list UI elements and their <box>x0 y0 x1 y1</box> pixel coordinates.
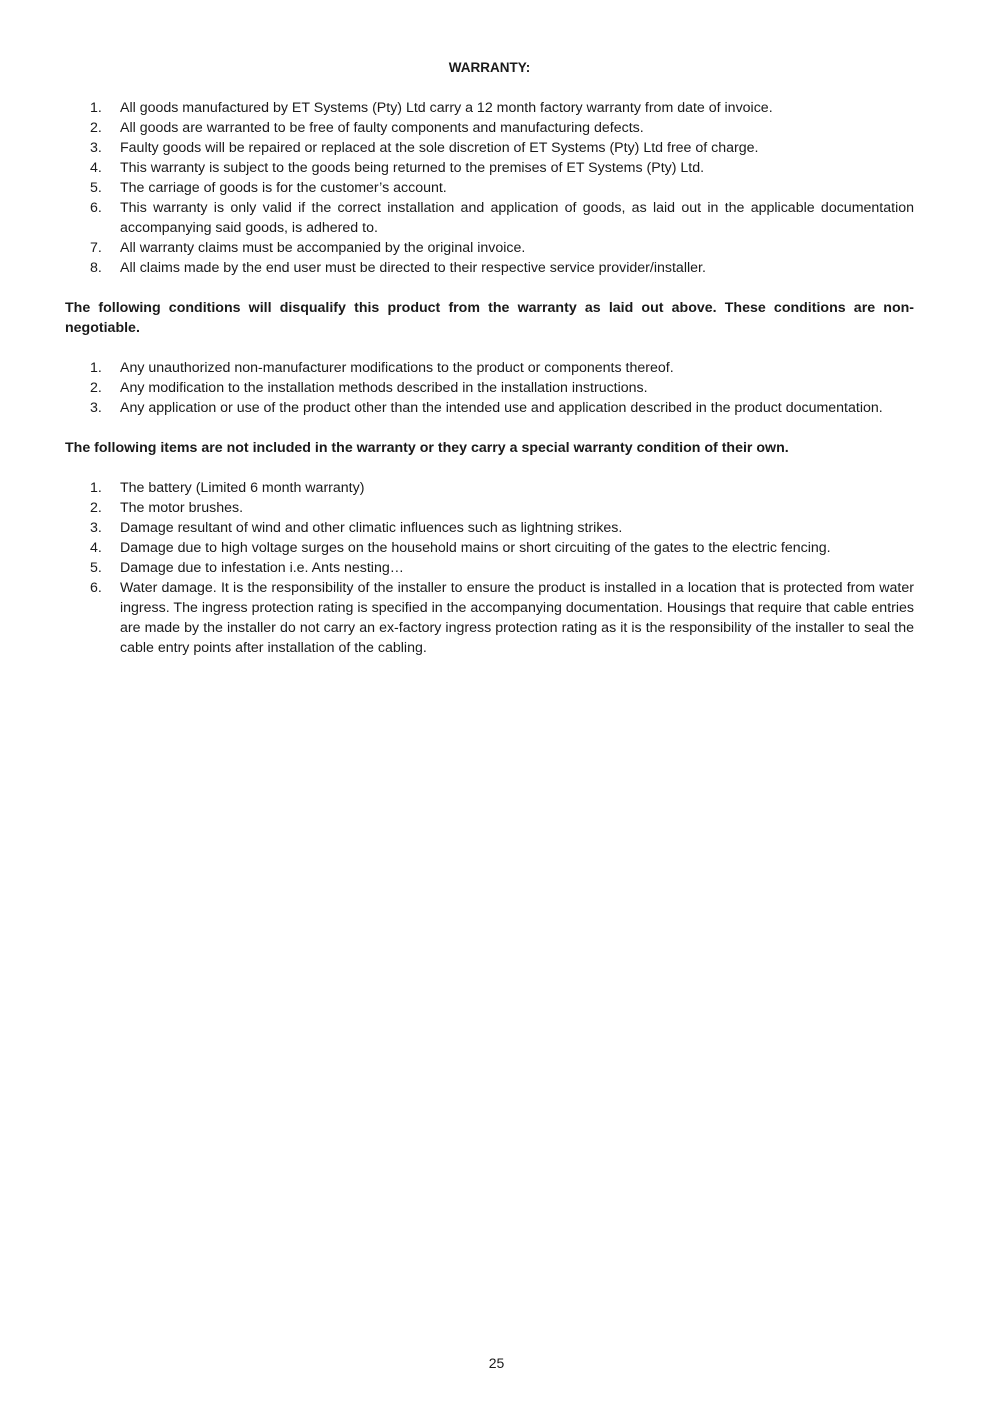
list-item-number: 3. <box>90 400 102 416</box>
list-item-text: Any application or use of the product other than the intended use and application described in the product documentation. <box>120 400 883 416</box>
list-item-number: 1. <box>90 360 102 376</box>
list-item-text: The battery (Limited 6 month warranty) <box>120 480 365 496</box>
list-item-number: 4. <box>90 540 102 556</box>
excluded-list <box>65 478 914 658</box>
list-item <box>65 478 914 498</box>
list-item <box>65 378 914 398</box>
list-item-text: Damage due to high voltage surges on the household mains or short circuiting of the gates to the electric fencing. <box>120 540 831 556</box>
excluded-heading: The following items are not included in the warranty or they carry a special warranty condition of their own. <box>65 440 789 456</box>
list-item-number: 6. <box>90 200 102 216</box>
list-item-number: 6. <box>90 580 102 596</box>
list-item-text: Water damage. It is the responsibility of the installer to ensure the product is installed in a location that is protected from water ingress. The ingress protection rating is specified in the accompanying documentation. Housings that require that cable entries are made by the installer do not carry an ex-factory ingress protection rating as it is the responsibility of the installer to seal the cable entry points after installation of the cabling. <box>120 580 914 656</box>
list-item-text: This warranty is subject to the goods being returned to the premises of ET Systems (Pty) Ltd. <box>120 160 705 176</box>
disqualify-heading: The following conditions will disqualify this product from the warranty as laid out above. These conditions are non-negotiable. <box>65 300 914 336</box>
page-number: 25 <box>488 1355 505 1371</box>
list-item-text: Faulty goods will be repaired or replaced at the sole discretion of ET Systems (Pty) Ltd free of charge. <box>120 140 759 156</box>
list-item-number: 2. <box>90 380 102 396</box>
list-item-text: Any modification to the installation methods described in the installation instructions. <box>120 380 648 396</box>
warranty-list <box>65 98 914 278</box>
list-item-text: Damage due to infestation i.e. Ants nesting… <box>120 560 404 576</box>
list-item-number: 5. <box>90 560 102 576</box>
list-item-number: 4. <box>90 160 102 176</box>
list-item <box>65 398 914 418</box>
list-item <box>65 538 914 558</box>
list-item <box>65 118 914 138</box>
list-item <box>65 358 914 378</box>
list-item-text: The carriage of goods is for the customer’s account. <box>120 180 447 196</box>
list-item-number: 2. <box>90 500 102 516</box>
list-item-text: All goods manufactured by ET Systems (Pty) Ltd carry a 12 month factory warranty from date of invoice. <box>120 100 773 116</box>
list-item-number: 3. <box>90 520 102 536</box>
list-item <box>65 238 914 258</box>
list-item <box>65 558 914 578</box>
list-item <box>65 258 914 278</box>
list-item <box>65 518 914 538</box>
list-item-text: The motor brushes. <box>120 500 244 516</box>
list-item-number: 1. <box>90 480 102 496</box>
list-item-text: Damage resultant of wind and other climatic influences such as lightning strikes. <box>120 520 623 536</box>
list-item-text: All goods are warranted to be free of faulty components and manufacturing defects. <box>120 120 644 136</box>
list-item-text: All claims made by the end user must be directed to their respective service provider/installer. <box>120 260 706 276</box>
list-item <box>65 178 914 198</box>
list-item <box>65 498 914 518</box>
document-page <box>65 58 914 658</box>
list-item-number: 3. <box>90 140 102 156</box>
list-item-text: All warranty claims must be accompanied by the original invoice. <box>120 240 526 256</box>
list-item <box>65 198 914 238</box>
list-item-number: 8. <box>90 260 102 276</box>
list-item-number: 1. <box>90 100 102 116</box>
disqualify-list <box>65 358 914 418</box>
list-item <box>65 578 914 658</box>
list-item-number: 7. <box>90 240 102 256</box>
list-item-number: 2. <box>90 120 102 136</box>
page-title: WARRANTY: <box>448 60 531 75</box>
list-item-text: Any unauthorized non-manufacturer modifications to the product or components thereof. <box>120 360 674 376</box>
list-item-number: 5. <box>90 180 102 196</box>
list-item <box>65 138 914 158</box>
list-item <box>65 158 914 178</box>
list-item <box>65 98 914 118</box>
list-item-text: This warranty is only valid if the correct installation and application of goods, as laid out in the applicable documentation accompanying said goods, is adhered to. <box>120 200 914 236</box>
